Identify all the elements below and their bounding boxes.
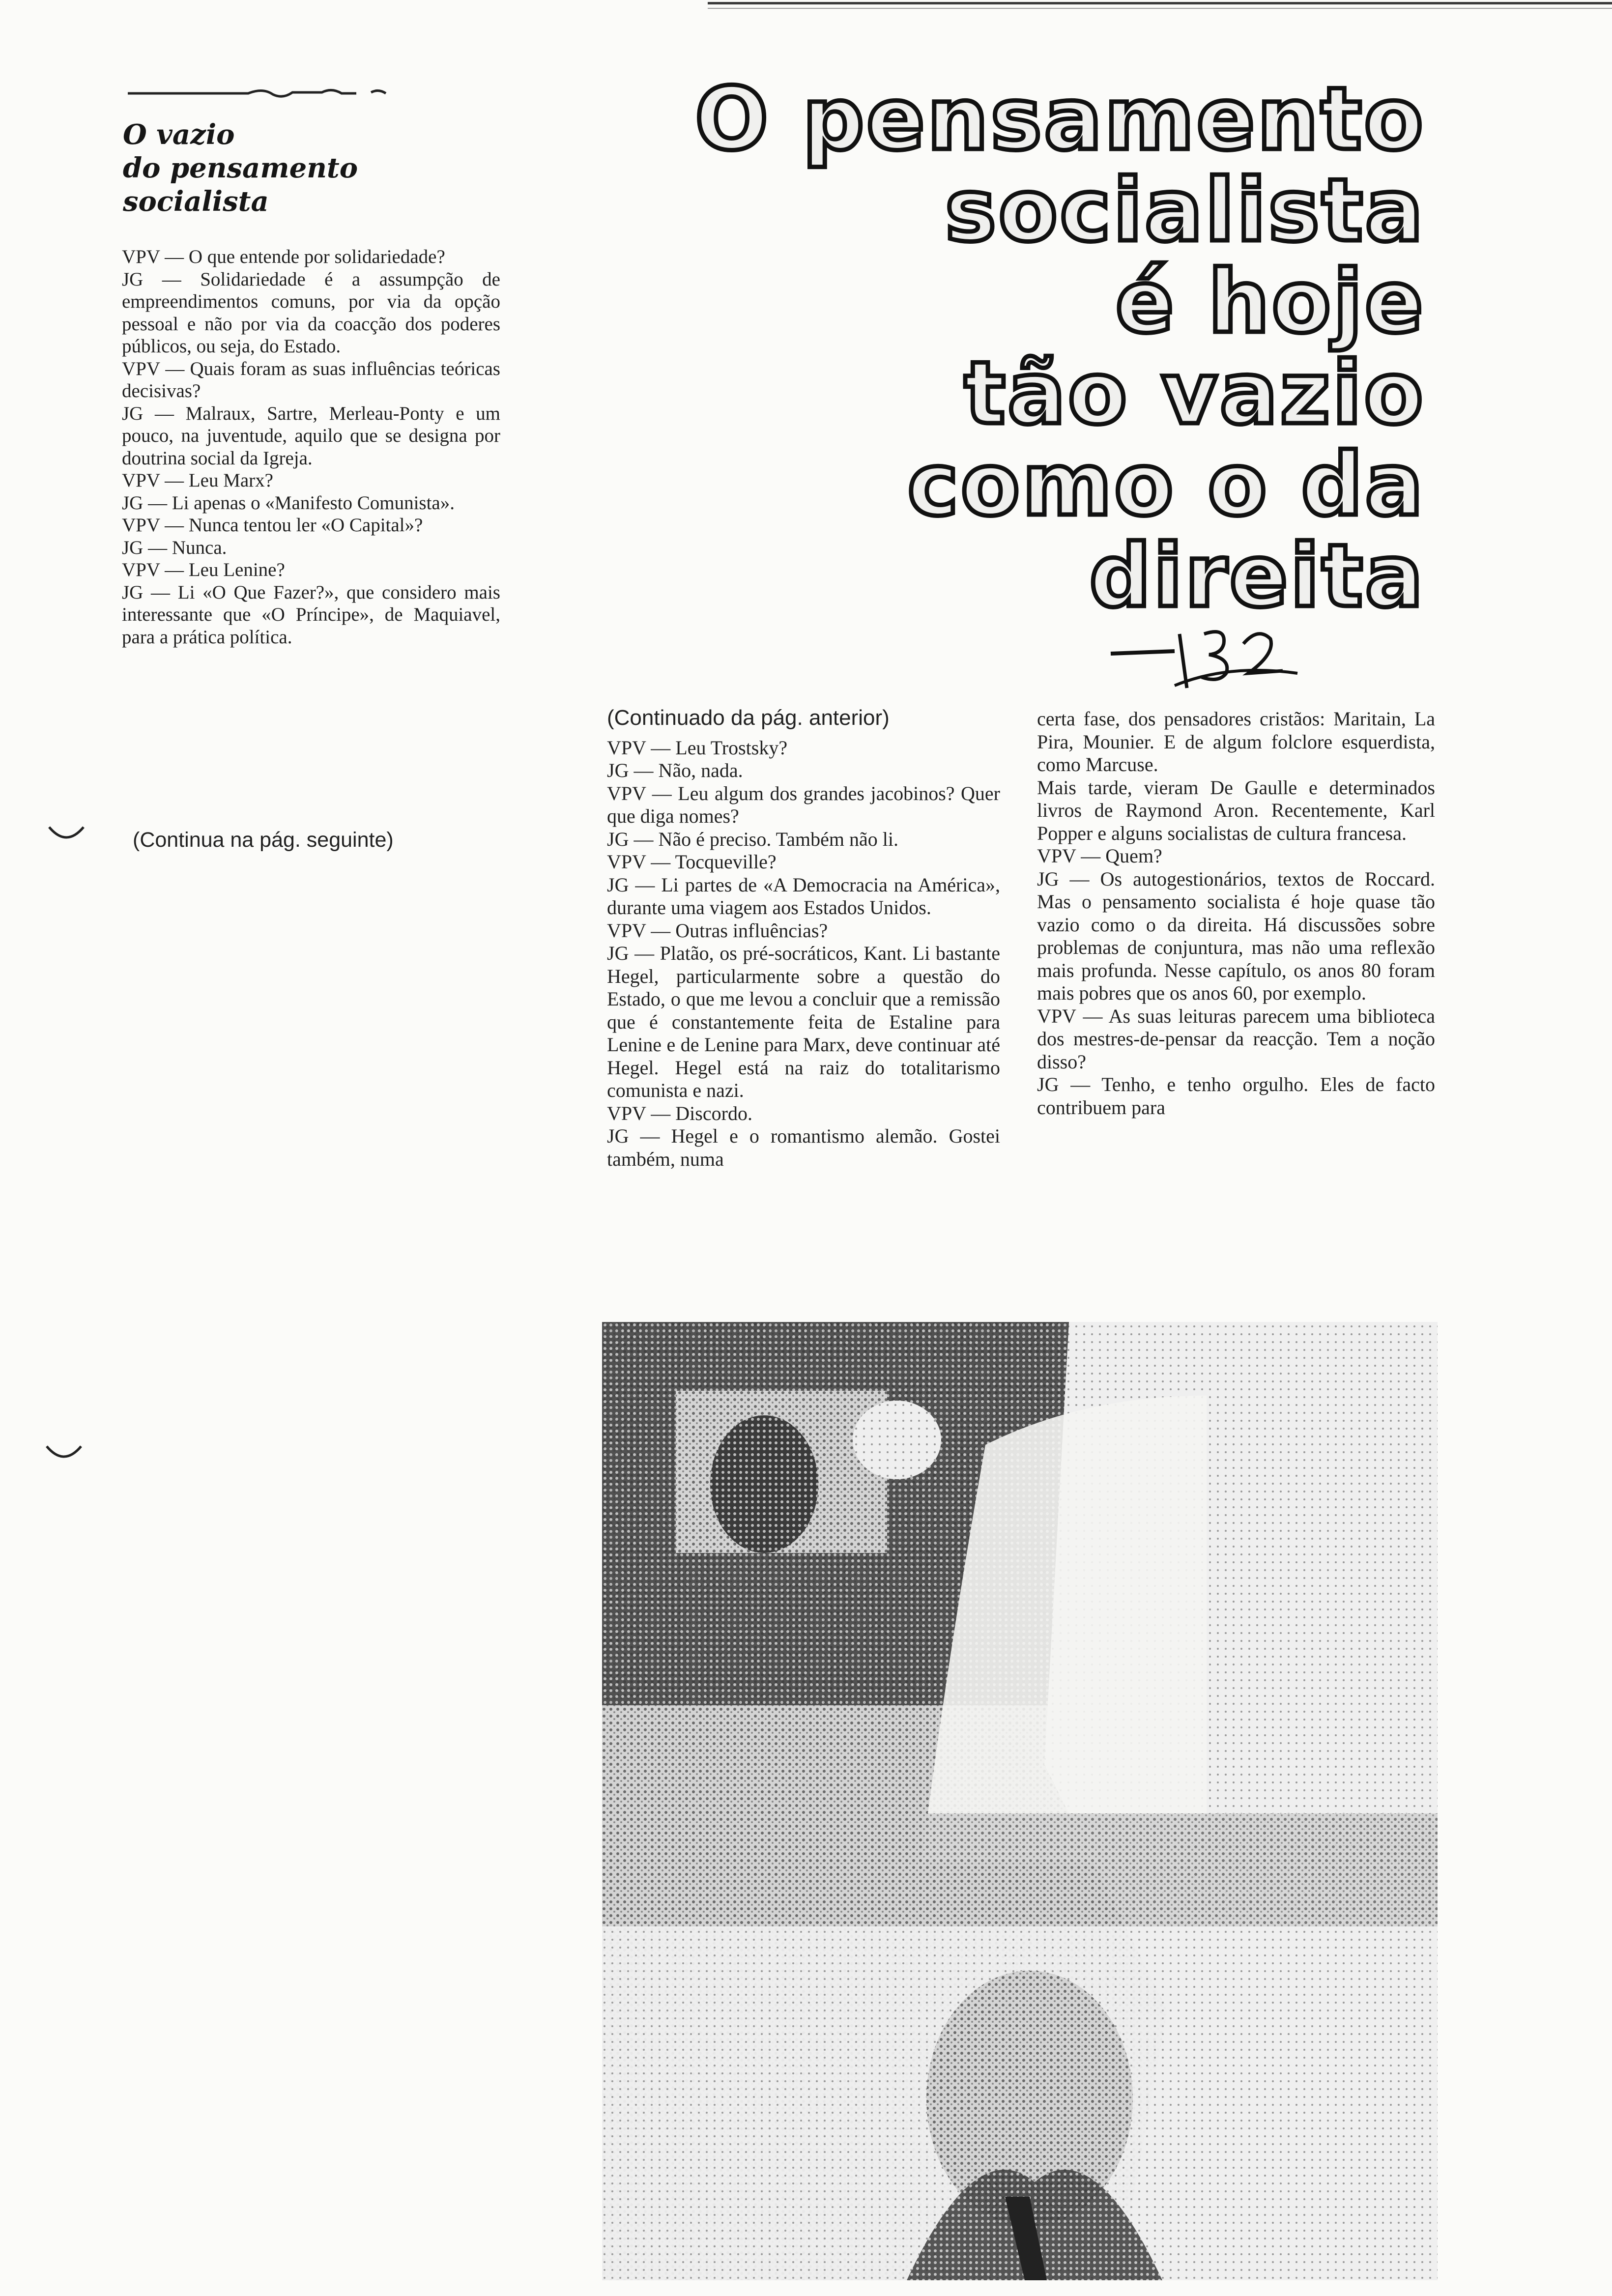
column-paragraph: Mais tarde, vieram De Gaulle e determinados livros de Raymond Aron. Recentemente, Karl Popper e alguns socialistas de cultura francesa. — [1037, 776, 1435, 844]
handwritten-page-number — [1101, 624, 1307, 693]
main-article-column-2 — [1037, 708, 1435, 1119]
left-article-body — [122, 246, 500, 648]
ornament-rule — [125, 85, 391, 101]
column-paragraph: JG — Li partes de «A Democracia na América», durante uma viagem aos Estados Unidos. — [607, 873, 1000, 918]
column-paragraph: certa fase, dos pensadores cristãos: Maritain, La Pira, Mounier. E de algum folclore esquerdista, como Marcuse. — [1037, 708, 1435, 775]
punch-hole-mark — [47, 823, 86, 843]
photo-image — [602, 1322, 1438, 2280]
column-paragraph: VPV — Leu Trostsky? — [607, 736, 788, 759]
left-paragraph: VPV — Quais foram as suas influências teóricas decisivas? — [122, 358, 500, 402]
left-paragraph: JG — Li «O Que Fazer?», que considero mais interessante que «O Príncipe», de Maquiavel, para a prática política. — [122, 581, 500, 648]
left-paragraph: VPV — Nunca tentou ler «O Capital»? — [122, 515, 423, 536]
column-paragraph: JG — Não, nada. — [607, 759, 743, 781]
left-paragraph: JG — Solidariedade é a assumpção de empreendimentos comuns, por via da opção pessoal e não por via da coacção dos poderes públicos, ou seja, do Estado. — [122, 268, 500, 357]
column-paragraph: JG — Não é preciso. Também não li. — [607, 828, 898, 850]
left-paragraph: JG — Li apenas o «Manifesto Comunista». — [122, 492, 455, 514]
column-paragraph: JG — Hegel e o romantismo alemão. Gostei também, numa — [607, 1125, 1000, 1170]
column-paragraph: JG — Platão, os pré-socráticos, Kant. Li bastante Hegel, particularmente sobre a questão do Estado, o que me levou a concluir que a remissão que é constantemente feita de Estaline para Lenine e de Lenine para Marx, deve continuar até Hegel. Hegel está na raiz do totalitarismo comunista e nazi. — [607, 942, 1000, 1101]
column-paragraph: VPV — As suas leituras parecem uma biblioteca dos mestres-de-pensar da reacção. Tem a noção disso? — [1037, 1004, 1435, 1073]
left-article-title — [123, 118, 398, 218]
headline-line-2: socialista — [945, 160, 1425, 261]
left-paragraph: JG — Nunca. — [122, 537, 227, 558]
headline — [609, 69, 1425, 627]
column-paragraph: VPV — Outras influências? — [607, 919, 828, 942]
column-paragraph: VPV — Discordo. — [607, 1102, 752, 1124]
left-continuation-note: (Continua na pág. seguinte) — [133, 828, 394, 852]
article-photo — [602, 1322, 1438, 2280]
left-title-line-2: do pensamento — [123, 152, 358, 184]
column-paragraph: VPV — Tocqueville? — [607, 851, 777, 873]
left-paragraph: VPV — Leu Lenine? — [122, 559, 285, 580]
headline-line-1: O pensamento — [694, 69, 1425, 170]
left-paragraph: JG — Malraux, Sartre, Merleau-Ponty e um pouco, na juventude, aquilo que se designa por doutrina social da Igreja. — [122, 402, 500, 469]
headline-line-3: é hoje — [1115, 252, 1425, 352]
left-paragraph: VPV — Leu Marx? — [122, 470, 273, 491]
left-title-line-1: O vazio — [123, 118, 235, 151]
column-paragraph: VPV — Quem? — [1037, 845, 1162, 867]
punch-hole-mark — [44, 1442, 84, 1462]
headline-line-4: tão vazio — [964, 343, 1425, 444]
column-paragraph: VPV — Leu algum dos grandes jacobinos? Quer que diga nomes? — [607, 782, 1000, 827]
left-title-line-3: socialista — [123, 185, 269, 218]
headline-line-5: como o da direita — [907, 434, 1425, 627]
column-paragraph: JG — Os autogestionários, textos de Roccard. Mas o pensamento socialista é hoje quase tão vazio como o da direita. Há discussões sobre problemas de conjuntura, mas não uma reflexão mais profunda. Nesse capítulo, os anos 80 foram mais pobres que os anos 60, por exemplo. — [1037, 867, 1435, 1004]
main-article-column-1 — [607, 707, 1000, 1171]
column-paragraph: JG — Tenho, e tenho orgulho. Eles de facto contribuem para — [1037, 1073, 1435, 1119]
page-top-rule — [708, 2, 1612, 4]
page-top-rule-thin — [708, 8, 1612, 9]
left-paragraph: VPV — O que entende por solidariedade? — [122, 246, 445, 267]
continued-from-note: (Continuado da pág. anterior) — [607, 706, 890, 730]
